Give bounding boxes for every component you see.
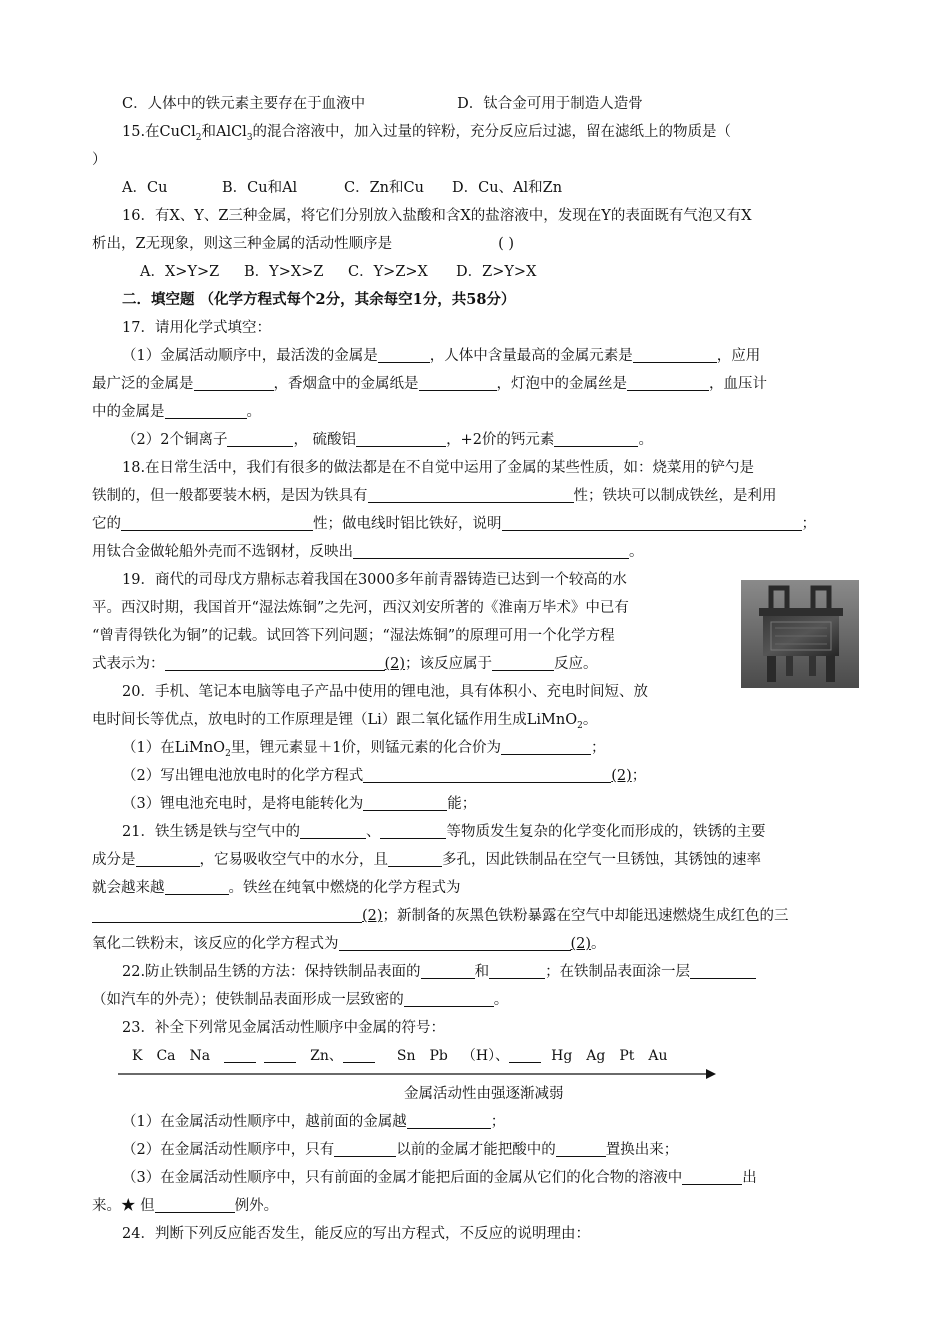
- blank-field[interactable]: [489, 960, 545, 979]
- q16-option-b: B．Y>X>Z: [244, 264, 324, 280]
- score-mark: (2): [362, 908, 383, 924]
- q23-part3: （3）在金属活动性顺序中，只有前面的金属才能把后面的金属从它们的化合物的溶液中 出: [92, 1164, 860, 1192]
- series-item: K: [132, 1048, 143, 1064]
- blank-field[interactable]: [339, 932, 571, 951]
- blank-field[interactable]: [633, 344, 717, 363]
- q15-stem: 15.在CuCl$_2$和AlCl$_3$的混合溶液中，加入过量的锌粉，充分反应后过滤，留在滤纸上的物质是（: [122, 124, 732, 143]
- blank-field[interactable]: [554, 428, 638, 447]
- q20-part2: （2）写出锂电池放电时的化学方程式 (2)；: [92, 762, 860, 790]
- q19-line3: “曾青得铁化为铜”的记载。试回答下列问题；“湿法炼铜”的原理可用一个化学方程: [92, 628, 615, 644]
- q22-line1: 22.防止铁制品生锈的方法：保持铁制品表面的 和 ；在铁制品表面涂一层: [92, 958, 860, 986]
- q16-stem-2: 析出，Z无现象，则这三种金属的活动性顺序是 ( ): [92, 236, 515, 252]
- series-item: Sn: [396, 1048, 416, 1064]
- blank-field[interactable]: [334, 1138, 396, 1157]
- q14-option-c: C．人体中的铁元素主要存在于血液中: [122, 96, 366, 112]
- blank-field[interactable]: [92, 904, 362, 923]
- q24-title: 24．判断下列反应能否发生，能反应的写出方程式，不反应的说明理由：: [122, 1226, 590, 1242]
- q15-options: [92, 174, 860, 202]
- blank-field[interactable]: [121, 512, 313, 531]
- blank-field[interactable]: [627, 372, 709, 391]
- q16-stem: 16．有X、Y、Z三种金属，将它们分别放入盐酸和含X的盐溶液中，发现在Y的表面既有气泡又有X: [122, 208, 752, 224]
- q17-part1-line3: 中的金属是 。: [92, 398, 860, 426]
- blank-field[interactable]: [136, 848, 200, 867]
- series-item: Hg: [551, 1048, 573, 1064]
- blank-field[interactable]: [363, 764, 611, 783]
- q14-options: [92, 90, 860, 118]
- blank-field[interactable]: [155, 1194, 235, 1213]
- blank-field[interactable]: [378, 344, 430, 363]
- blank-field[interactable]: [404, 988, 494, 1007]
- bronze-ding-image: [741, 580, 859, 688]
- q16-option-d: D．Z>Y>X: [456, 264, 537, 280]
- blank-field[interactable]: [368, 484, 574, 503]
- blank-field[interactable]: [343, 1044, 375, 1063]
- blank-field[interactable]: [492, 652, 554, 671]
- blank-field[interactable]: [380, 820, 446, 839]
- blank-field[interactable]: [502, 512, 802, 531]
- series-item: Au: [648, 1048, 668, 1064]
- blank-field[interactable]: [165, 652, 385, 671]
- q15-stem-end: ）: [92, 152, 107, 168]
- score-mark: (2): [570, 936, 592, 952]
- q18-line2: 铁制的，但一般都要装木柄，是因为铁具有 性；铁块可以制成铁丝，是利用: [92, 482, 860, 510]
- blank-field[interactable]: [682, 1166, 742, 1185]
- q19-line1: 19．商代的司母戊方鼎标志着我国在3000多年前青器铸造已达到一个较高的水: [122, 572, 627, 588]
- q17-title: 17．请用化学式填空：: [122, 320, 271, 336]
- blank-field[interactable]: [165, 876, 229, 895]
- section-2-title: 二．填空题 （化学方程式每个2分，其余每空1分，共58分）: [122, 291, 516, 308]
- q17-part1-line1: （1）金属活动顺序中，最活泼的金属是 ，人体中含量最高的金属元素是 ，应用: [92, 342, 860, 370]
- q15-option-b: B．Cu和Al: [222, 180, 298, 196]
- q18-line3: 它的 性；做电线时铝比铁好，说明 ；: [92, 510, 860, 538]
- blank-field[interactable]: [356, 428, 446, 447]
- q23-part2: （2）在金属活动性顺序中，只有 以前的金属才能把酸中的 置换出来；: [92, 1136, 860, 1164]
- q17-part2: （2）2个铜离子 ， 硫酸铝 ，+2价的钙元素 。: [92, 426, 860, 454]
- q21-line1: 21．铁生锈是铁与空气中的 、 等物质发生复杂的化学变化而形成的，铁锈的主要: [92, 818, 860, 846]
- blank-field[interactable]: [165, 400, 247, 419]
- blank-field[interactable]: [300, 820, 366, 839]
- series-item: Ca: [156, 1048, 176, 1064]
- series-item: Zn、: [310, 1048, 343, 1064]
- q15-option-a: A．Cu: [122, 180, 168, 196]
- blank-field[interactable]: [690, 960, 756, 979]
- q20-part1: （1）在LiMnO$_2$里，锂元素显＋1价，则锰元素的化合价为 ；: [92, 734, 860, 762]
- blank-field[interactable]: [264, 1044, 296, 1063]
- series-item: Pt: [619, 1048, 635, 1064]
- blank-field[interactable]: [556, 1138, 606, 1157]
- q20-line1: 20．手机、笔记本电脑等电子产品中使用的锂电池，具有体积小、充电时间短、放: [122, 684, 648, 700]
- q20-part3: （3）锂电池充电时，是将电能转化为 能；: [92, 790, 860, 818]
- blank-field[interactable]: [227, 428, 293, 447]
- q14-option-d: D．钛合金可用于制造人造骨: [457, 96, 643, 112]
- series-item: Ag: [586, 1048, 606, 1064]
- series-caption: 金属活动性由强逐渐减弱: [404, 1086, 564, 1102]
- blank-field[interactable]: [421, 960, 475, 979]
- q23-part1: （1）在金属活动性顺序中，越前面的金属越 ；: [92, 1108, 860, 1136]
- q23-part3-cont: 来。★ 但 例外。: [92, 1192, 860, 1220]
- blank-field[interactable]: [419, 372, 497, 391]
- q23-title: 23．补全下列常见金属活动性顺序中金属的符号：: [122, 1020, 445, 1036]
- score-mark: (2): [384, 656, 406, 672]
- q17-part1-line2: 最广泛的金属是 ，香烟盒中的金属纸是 ，灯泡中的金属丝是 ，血压计: [92, 370, 860, 398]
- q18-line4: 用钛合金做轮船外壳而不选钢材，反映出 。: [92, 538, 860, 566]
- series-item: Na: [189, 1048, 211, 1064]
- series-item: Pb: [429, 1048, 448, 1064]
- blank-field[interactable]: [388, 848, 442, 867]
- q22-line2: （如汽车的外壳）；使铁制品表面形成一层致密的 。: [92, 986, 860, 1014]
- blank-field[interactable]: [224, 1044, 256, 1063]
- score-mark: (2): [611, 768, 632, 784]
- q16-options: [92, 258, 860, 286]
- q21-line3: 就会越来越 。铁丝在纯氧中燃烧的化学方程式为: [92, 874, 860, 902]
- q21-line5: 氧化二铁粉末，该反应的化学方程式为 (2)。: [92, 930, 860, 958]
- q15-option-d: D．Cu、Al和Zn: [452, 180, 563, 196]
- q20-line2: 电时间长等优点，放电时的工作原理是锂（Li）跟二氧化锰作用生成LiMnO$_2$。: [92, 712, 598, 731]
- series-item: （H）、: [461, 1048, 510, 1064]
- q19-line4: 式表示为： (2)；该反应属于 反应。: [92, 650, 860, 678]
- blank-field[interactable]: [407, 1110, 491, 1129]
- blank-field[interactable]: [501, 736, 591, 755]
- q15-option-c: C．Zn和Cu: [344, 180, 424, 196]
- q21-line4: (2)；新制备的灰黑色铁粉暴露在空气中却能迅速燃烧生成红色的三: [92, 902, 860, 930]
- q18-line1: 18.在日常生活中，我们有很多的做法都是在不自觉中运用了金属的某些性质，如：烧菜用的铲勺是: [122, 460, 755, 476]
- q16-option-a: A．X>Y>Z: [140, 264, 220, 280]
- blank-field[interactable]: [509, 1044, 541, 1063]
- q21-line2: 成分是 ，它易吸收空气中的水分，且 多孔，因此铁制品在空气一旦锈蚀，其锈蚀的速率: [92, 846, 860, 874]
- q16-answer-paren: ( ): [498, 236, 515, 252]
- q19-line2: 平。西汉时期，我国首开“湿法炼铜”之先河，西汉刘安所著的《淮南万毕术》中已有: [92, 600, 629, 616]
- blank-field[interactable]: [363, 792, 447, 811]
- blank-field[interactable]: [353, 540, 629, 559]
- q16-option-c: C．Y>Z>X: [348, 264, 428, 280]
- blank-field[interactable]: [194, 372, 274, 391]
